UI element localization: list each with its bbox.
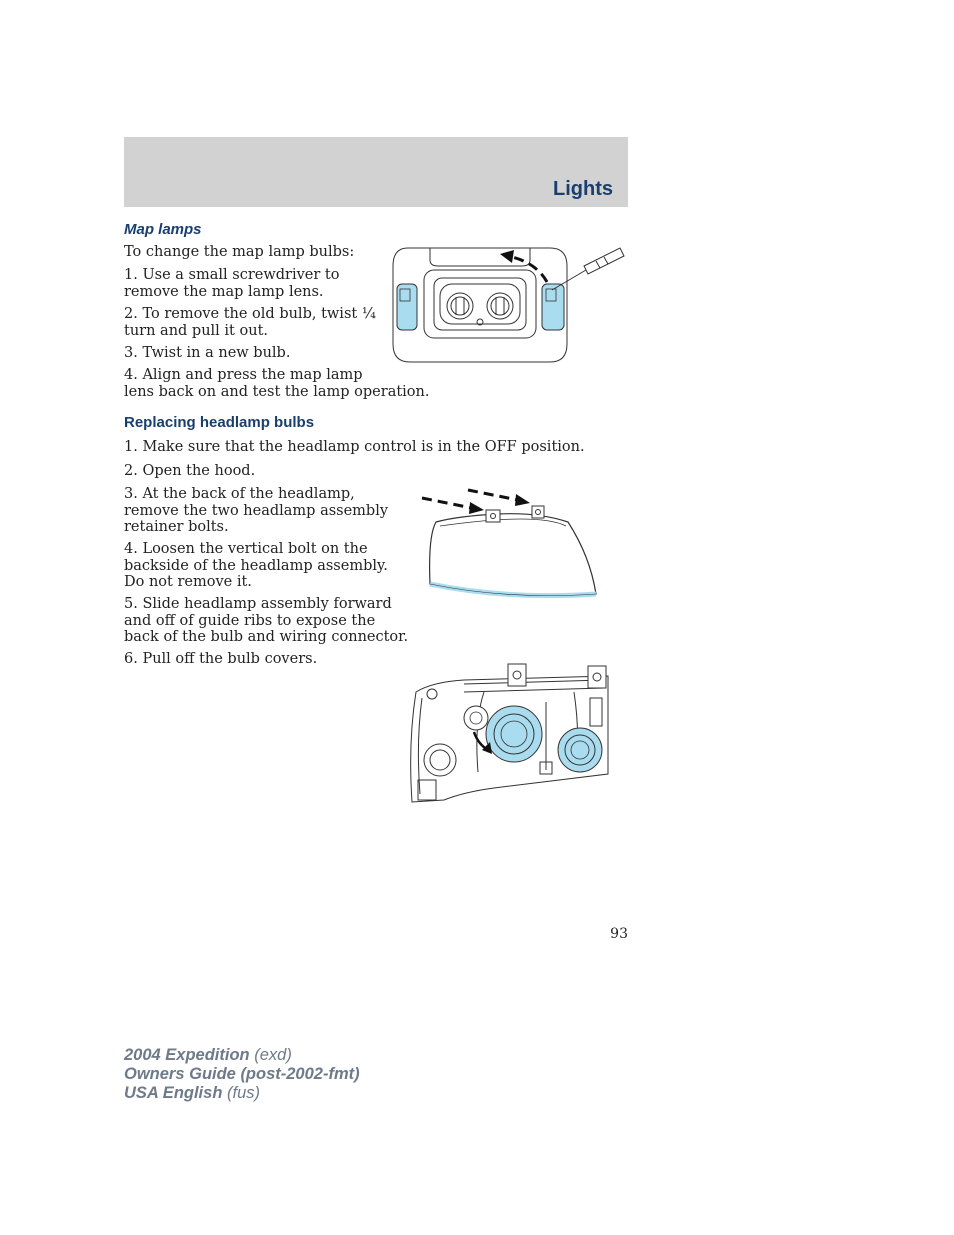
footer-line-3 (124, 1084, 360, 1103)
document-footer (124, 1046, 360, 1103)
headlamps-step-3 (124, 486, 388, 536)
page-number: 93 (610, 926, 628, 942)
footer-guide: Owners Guide (post-2002-fmt) (124, 1065, 360, 1083)
headlamps-step-2: 2. Open the hood. (124, 463, 256, 479)
text-line: Do not remove it. (124, 574, 252, 590)
text-line: 2. To remove the old bulb, twist ¼ (124, 306, 376, 322)
text-line: 4. Align and press the map lamp (124, 367, 363, 383)
text-line: and off of guide ribs to expose the (124, 612, 376, 629)
headlamps-step-5 (124, 596, 408, 646)
headlamp-assembly-illustration (418, 486, 600, 604)
headlamps-step-6: 6. Pull off the bulb covers. (124, 651, 318, 667)
footer-language-code: (fus) (222, 1084, 260, 1102)
headlamps-step-4 (124, 541, 388, 591)
footer-line-1 (124, 1046, 360, 1065)
footer-line-2 (124, 1065, 360, 1084)
text-line: remove the map lamp lens. (124, 283, 324, 300)
headlamp-bulb-covers-illustration (404, 662, 612, 804)
text-line: 3. At the back of the headlamp, (124, 486, 355, 502)
text-line: turn and pull it out. (124, 322, 269, 339)
text-line: 5. Slide headlamp assembly forward (124, 596, 392, 612)
replacing-headlamp-bulbs-heading: Replacing headlamp bulbs (124, 414, 315, 431)
map-lamps-step-2 (124, 306, 376, 339)
map-lamps-step-4 (124, 367, 429, 400)
map-lamps-heading: Map lamps (124, 221, 202, 238)
footer-language: USA English (124, 1084, 223, 1102)
text-line: backside of the headlamp assembly. (124, 557, 388, 574)
map-lamps-intro: To change the map lamp bulbs: (124, 244, 355, 260)
text-line: retainer bolts. (124, 519, 229, 535)
map-lamp-illustration (390, 244, 630, 366)
map-lamps-step-1 (124, 267, 339, 300)
text-line: lens back on and test the lamp operation. (124, 383, 430, 400)
section-title: Lights (553, 178, 613, 200)
map-lamps-step-3: 3. Twist in a new bulb. (124, 345, 291, 361)
text-line: 1. Use a small screwdriver to (124, 267, 340, 283)
section-header-band (124, 137, 628, 207)
text-line: back of the bulb and wiring connector. (124, 629, 409, 645)
headlamps-step-1: 1. Make sure that the headlamp control is in the OFF position. (124, 439, 585, 455)
footer-model: 2004 Expedition (124, 1046, 250, 1064)
text-line: remove the two headlamp assembly (124, 502, 389, 519)
text-line: 4. Loosen the vertical bolt on the (124, 541, 368, 557)
footer-model-code: (exd) (249, 1046, 292, 1064)
